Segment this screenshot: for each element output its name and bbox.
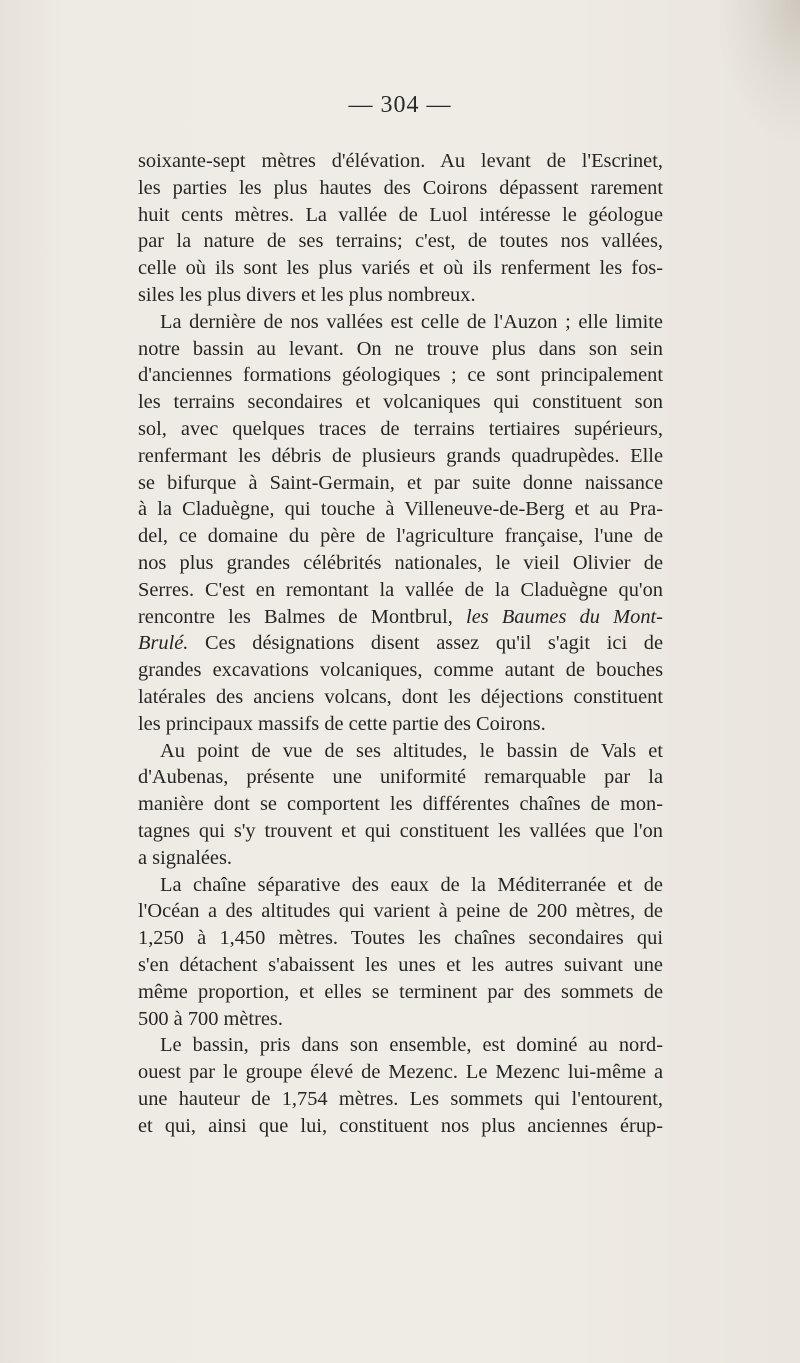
body-text (138, 148, 663, 1139)
text-line: ouest par le groupe élevé de Mezenc. Le Mezenc lui-même a (138, 1061, 663, 1084)
text-line (138, 630, 663, 657)
text-line: La chaîne séparative des eaux de la Méditerranée et de (160, 873, 663, 896)
text-line: une hauteur de 1,754 mètres. Les sommets qui l'entourent, (138, 1087, 663, 1110)
text-line: l'Océan a des altitudes qui varient à peine de 200 mètres, de (138, 900, 663, 923)
text-line: notre bassin au levant. On ne trouve plus dans son sein (138, 337, 663, 360)
text-segment: Ces désignations disent assez qu'il s'agit ici de (188, 632, 663, 655)
text-line: La dernière de nos vallées est celle de l'Auzon ; elle limite (160, 310, 663, 333)
text-line: s'en détachent s'abaissent les unes et les autres suivant une (138, 953, 663, 976)
text-line: nos plus grandes célébrités nationales, le vieil Olivier de (138, 551, 663, 574)
text-line: d'Aubenas, présente une uniformité remarquable par la (138, 766, 663, 789)
text-line: huit cents mètres. La vallée de Luol intéresse le géologue (138, 203, 663, 226)
text-line: celle où ils sont les plus variés et où ils renferment les fos- (138, 257, 663, 280)
text-line: grandes excavations volcaniques, comme autant de bouches (138, 659, 663, 682)
text-line: par la nature de ses terrains; c'est, de toutes nos vallées, (138, 230, 663, 253)
text-line: manière dont se comportent les différentes chaînes de mon- (138, 793, 663, 816)
text-line: soixante-sept mètres d'élévation. Au levant de l'Escrinet, (138, 150, 663, 172)
text-line: même proportion, et elles se terminent par des sommets de (138, 980, 663, 1003)
text-line: 500 à 700 mètres. (138, 1007, 283, 1030)
text-line: renfermant les débris de plusieurs grands quadrupèdes. Elle (138, 444, 663, 467)
text-line: se bifurque à Saint-Germain, et par suite donne naissance (138, 471, 663, 494)
text-line: les principaux massifs de cette partie des Coirons. (138, 712, 546, 735)
text-line: del, ce domaine du père de l'agriculture française, l'une de (138, 525, 663, 548)
text-line: Serres. C'est en remontant la vallée de la Claduègne qu'on (138, 578, 663, 601)
italic-place-name: Brulé. (138, 632, 189, 655)
text-line: les terrains secondaires et volcaniques qui constituent son (138, 391, 663, 414)
text-line: tagnes qui s'y trouvent et qui constituent les vallées que l'on (138, 819, 663, 842)
page-number: — 304 — (348, 92, 452, 118)
text-line: et qui, ainsi que lui, constituent nos plus anciennes érup- (138, 1114, 663, 1137)
text-line: 1,250 à 1,450 mètres. Toutes les chaînes secondaires qui (138, 927, 663, 950)
text-line: siles les plus divers et les plus nombreux. (138, 283, 476, 306)
text-segment: rencontre les Balmes de Montbrul, (138, 605, 467, 628)
text-line: sol, avec quelques traces de terrains tertiaires supérieurs, (138, 417, 663, 440)
text-line (138, 604, 663, 631)
text-line: latérales des anciens volcans, dont les déjections constituent (138, 685, 663, 708)
text-line: Le bassin, pris dans son ensemble, est dominé au nord- (160, 1034, 663, 1057)
text-line: a signalées. (138, 846, 232, 869)
text-line: à la Claduègne, qui touche à Villeneuve-de-Berg et au Pra- (138, 498, 663, 521)
italic-place-name: les Baumes du Mont- (466, 605, 663, 628)
text-line: les parties les plus hautes des Coirons dépassent rarement (138, 176, 663, 199)
text-line: d'anciennes formations géologiques ; ce sont principalement (138, 364, 663, 387)
page-corner-shadow (720, 0, 800, 140)
text-line: Au point de vue de ses altitudes, le bassin de Vals et (160, 739, 663, 762)
